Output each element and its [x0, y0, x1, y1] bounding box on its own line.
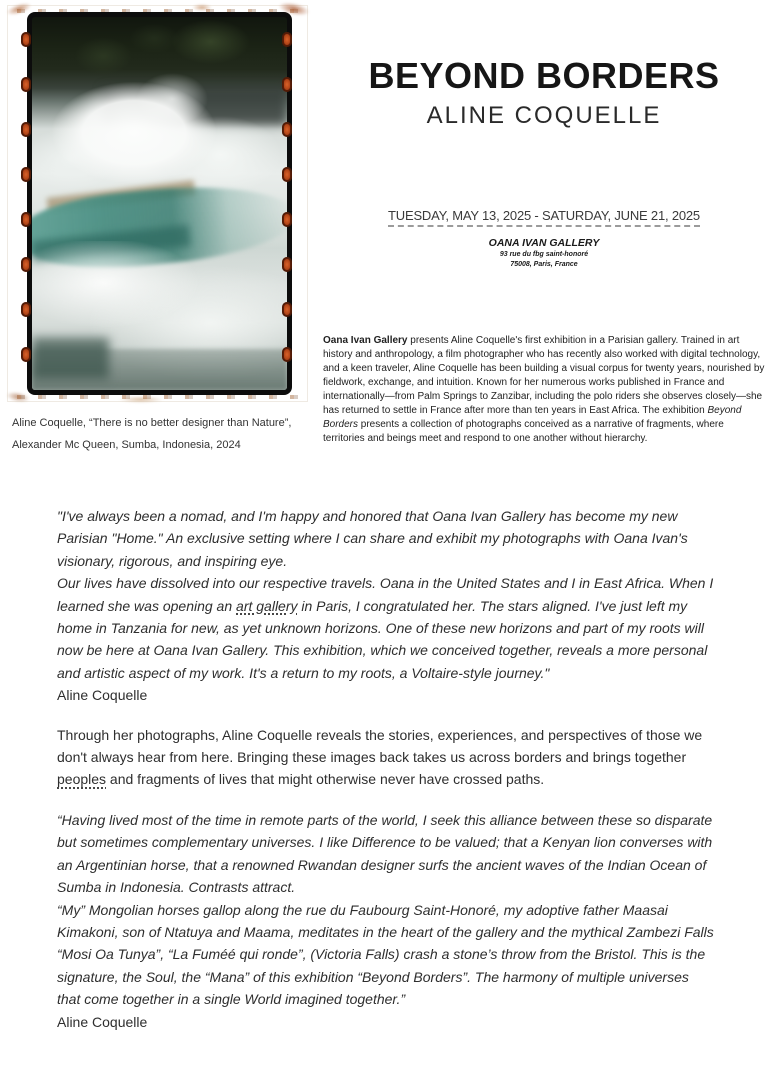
body-paragraph: [57, 724, 714, 791]
film-sprocket-mark: [21, 302, 31, 317]
film-sprocket-mark: [21, 347, 31, 362]
film-sprocket-mark: [21, 77, 31, 92]
quote2-part2: “My” Mongolian horses gallop along the rue du Faubourg Saint-Honoré, my adoptive father Maasai Kimakoni, son of Ntatuya and Maama, meditates in the heart of the gallery and the mythical Zambezi Falls “Mosi Oa Tunya”, “La Fuméé qui ronde”, (Victoria Falls) crash a stone’s throw from the Bristol. This is the signature, the Soul, the “Mana” of this exhibition “Beyond Borders”. The harmony of multiple universes that come together in a single World imagined together.”: [57, 901, 714, 1008]
photo-caption-line2: Alexander Mc Queen, Sumba, Indonesia, 2024: [12, 438, 241, 451]
para2-underlined-term: peoples: [57, 771, 107, 788]
photo-frame: [8, 6, 307, 401]
gallery-address-line1: 93 rue du fbg saint-honoré: [499, 251, 589, 258]
photo-layer-dark-patch: [32, 338, 109, 379]
quote1-part1: "I've always been a nomad, and I'm happy and honored that Oana Ivan Gallery has become my new Parisian "Home." An exclusive setting where I can share and exhibit my photographs with Oana Ivan's visionary, rigorous, and inspiring eye.: [57, 508, 688, 569]
intro-text: presents Aline Coquelle's first exhibition in a Parisian gallery. Trained in art history and anthropology, a film photographer who has recently also worked with digital technology, and a keen traveler, Aline Coquelle has been building a visual corpus for twenty years, nourished by fieldwork, exchange, and intuition. Known for her numerous works published in France and internationally—from Palm Springs to Zanzibar, including the polo riders she observes closely—she has returned to settle in France after more than ten years in East Africa. The exhibition: [323, 335, 765, 416]
film-frame: [27, 12, 292, 395]
film-sprocket-mark: [21, 212, 31, 227]
quote1-part2b: in Paris, I congratulated her. The stars aligned. I've just left my home in Tanzania for new, as yet unknown horizons. One of these new horizons and part of my roots will now be here at Oana Ivan Gallery. This exhibition, which we conceived together, reveals a more personal and artistic aspect of my work. It's a return to my roots, a Voltaire-style journey.": [57, 597, 708, 681]
film-sprocket-mark: [21, 257, 31, 272]
film-sprocket-mark: [282, 32, 292, 47]
exhibition-dates: [320, 208, 768, 223]
artist-name: ALINE COQUELLE: [426, 102, 662, 129]
film-sprocket-mark: [282, 77, 292, 92]
gallery-name: OANA IVAN GALLERY: [488, 237, 600, 249]
quote1-underlined-term: art gallery: [236, 597, 298, 614]
film-edge-smudge: [5, 390, 30, 404]
header: [320, 0, 768, 130]
intro-text-tail: presents a collection of photographs conceived as a narrative of fragments, where territories and beings meet and respond to one another without hierarchy.: [323, 419, 724, 444]
film-sprocket-mark: [21, 122, 31, 137]
film-sprocket-mark: [21, 167, 31, 182]
photo-caption: [12, 413, 314, 456]
quote-paragraph-1: [57, 505, 714, 684]
intro-paragraph: [323, 334, 766, 446]
gallery-info: [320, 237, 768, 270]
quote1-part2a: Our lives have dissolved into our respective travels. Oana in the United States and I in East Africa. When I learned she was opening an: [57, 575, 714, 614]
photo-caption-line1: Aline Coquelle, “There is no better designer than Nature”,: [12, 417, 292, 429]
intro-exhibition-name: Beyond Borders: [323, 405, 742, 430]
quote2-part1: “Having lived most of the time in remote parts of the world, I seek this alliance between these so disparate but sometimes complementary universes. I like Difference to be valued; that a Kenyan lion converses with an Argentinian horse, that a renowned Rwandan designer surfs the ancient waves of the Indian Ocean of Sumba in Indonesia. Contrasts attract.: [57, 811, 713, 896]
film-sprocket-mark: [21, 32, 31, 47]
exhibition-dates-text: TUESDAY, MAY 13, 2025 - SATURDAY, JUNE 21, 2025: [388, 208, 700, 227]
film-sprocket-mark: [282, 122, 292, 137]
film-edge-smudge: [192, 4, 212, 11]
film-sprocket-mark: [282, 302, 292, 317]
main-text: [57, 505, 714, 1033]
wave-photograph: [32, 17, 287, 390]
signature-2: Aline Coquelle: [57, 1013, 148, 1030]
film-sprocket-mark: [282, 212, 292, 227]
film-sprocket-mark: [282, 347, 292, 362]
film-sprocket-mark: [282, 257, 292, 272]
exhibition-title: BEYOND BORDERS: [368, 55, 720, 96]
film-edge-smudge: [118, 396, 164, 403]
para2-part1: Through her photographs, Aline Coquelle reveals the stories, experiences, and perspectives of those we don't always hear from here. Bringing these images back takes us across borders and brings together: [57, 726, 703, 766]
signature-1: Aline Coquelle: [57, 687, 148, 704]
para2-part2: and fragments of lives that might otherwise never have crossed paths.: [106, 771, 545, 788]
film-sprocket-mark: [282, 167, 292, 182]
intro-gallery-lead: Oana Ivan Gallery: [323, 335, 408, 346]
gallery-address-line2: 75008, Paris, France: [510, 261, 578, 268]
quote-paragraph-2: [57, 809, 714, 1011]
